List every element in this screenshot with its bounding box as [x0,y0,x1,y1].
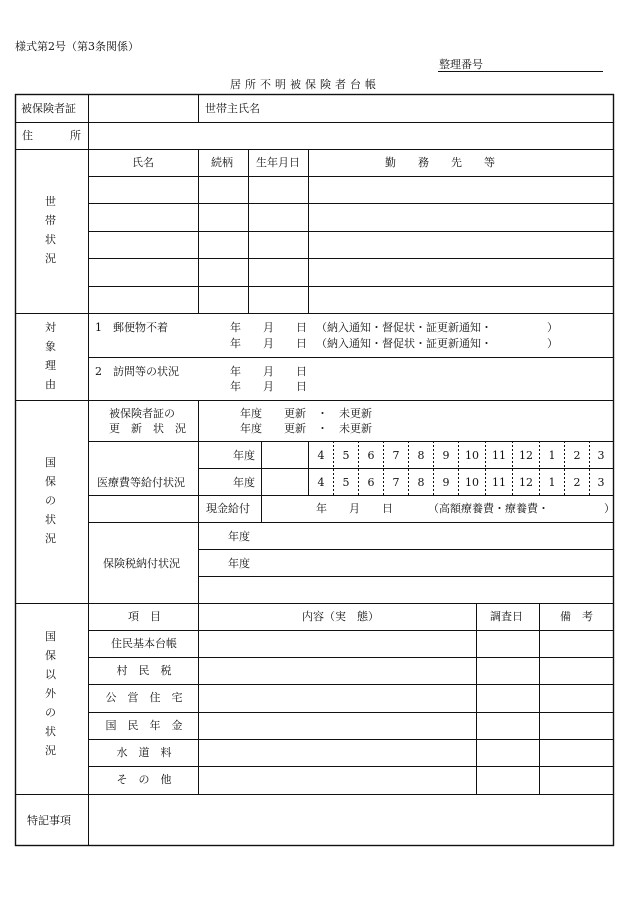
other-row-label: そ の 他 [116,773,172,786]
month-cell: 11 [492,476,506,489]
month-cell: 1 [548,449,556,462]
other-row-label: 水 道 料 [116,746,172,759]
month-cell: 3 [597,449,605,462]
reason-notice-2: （納入通知・督促状・証更新通知・ ） [316,337,558,350]
month-cell: 5 [342,476,350,489]
col-date: 調査日 [490,610,523,623]
tax-nendo-1: 年度 [228,530,250,543]
form-number: 様式第2号（第3条関係） [15,40,139,53]
household-side: 世 帯 状 況 [45,195,56,265]
reason-item2: 2 訪問等の状況 [95,365,179,378]
col-birth: 生年月日 [256,156,300,169]
reason-side: 対 象 理 由 [45,321,56,391]
seiri-label: 整理番号 [439,58,483,71]
col-work: 勤 務 先 等 [385,156,495,169]
nendo-2: 年度 [233,476,255,489]
tax-label: 保険税納付状況 [103,557,180,570]
month-cell: 6 [367,476,375,489]
other-row-label: 国 民 年 金 [105,719,183,732]
form-title: 居所不明被保険者台帳 [230,78,380,91]
col-remark: 備 考 [560,610,593,623]
month-cell: 9 [442,476,450,489]
notes-label: 特記事項 [27,814,71,827]
month-cell: 4 [317,476,325,489]
insured-label: 被保険者証 [21,102,76,115]
col-name: 氏名 [132,156,154,169]
address-label-1: 住 [22,129,33,142]
medical-label: 医療費等給付状況 [97,476,185,489]
head-label: 世帯主氏名 [205,102,260,115]
reason-date-2: 年 月 日 [230,337,307,350]
address-label-2: 所 [70,129,81,142]
cert-line2: 更 新 状 況 [109,422,186,435]
col-relation: 続柄 [211,156,233,169]
nendo-1: 年度 [233,449,255,462]
month-cell: 12 [519,476,533,489]
month-cell: 8 [417,449,425,462]
tax-nendo-2: 年度 [228,557,250,570]
month-cell: 1 [548,476,556,489]
other-row-label: 住民基本台帳 [111,637,177,650]
month-cell: 2 [573,449,581,462]
reason-notice-1: （納入通知・督促状・証更新通知・ ） [316,321,558,334]
cash-label: 現金給付 [206,502,250,515]
renew-1: 年度 更新 ・ 未更新 [240,407,372,420]
month-cell: 2 [573,476,581,489]
month-cell: 10 [465,476,479,489]
month-cell: 5 [342,449,350,462]
reason-date-4: 年 月 日 [230,380,307,393]
reason-date-1: 年 月 日 [230,321,307,334]
cash-date: 年 月 日 [316,502,393,515]
month-cell: 10 [465,449,479,462]
month-cell: 12 [519,449,533,462]
month-cell: 11 [492,449,506,462]
month-cell: 7 [392,449,400,462]
cash-note: （高額療養費・療養費・ ） [428,502,615,515]
renew-2: 年度 更新 ・ 未更新 [240,422,372,435]
month-cell: 6 [367,449,375,462]
reason-item1: 1 郵便物不着 [95,321,168,334]
cert-line1: 被保険者証の [109,407,175,420]
other-row-label: 村 民 税 [116,664,172,677]
kokuho-side: 国 保 の 状 況 [45,456,56,545]
month-cell: 9 [442,449,450,462]
month-cell: 3 [597,476,605,489]
month-cell: 7 [392,476,400,489]
other-side: 国 保 以 外 の 状 況 [45,630,56,757]
col-content: 内容（実 態） [302,610,379,623]
month-cell: 8 [417,476,425,489]
col-item: 項 目 [128,610,161,623]
reason-date-3: 年 月 日 [230,365,307,378]
other-row-label: 公 営 住 宅 [105,691,183,704]
month-cell: 4 [317,449,325,462]
